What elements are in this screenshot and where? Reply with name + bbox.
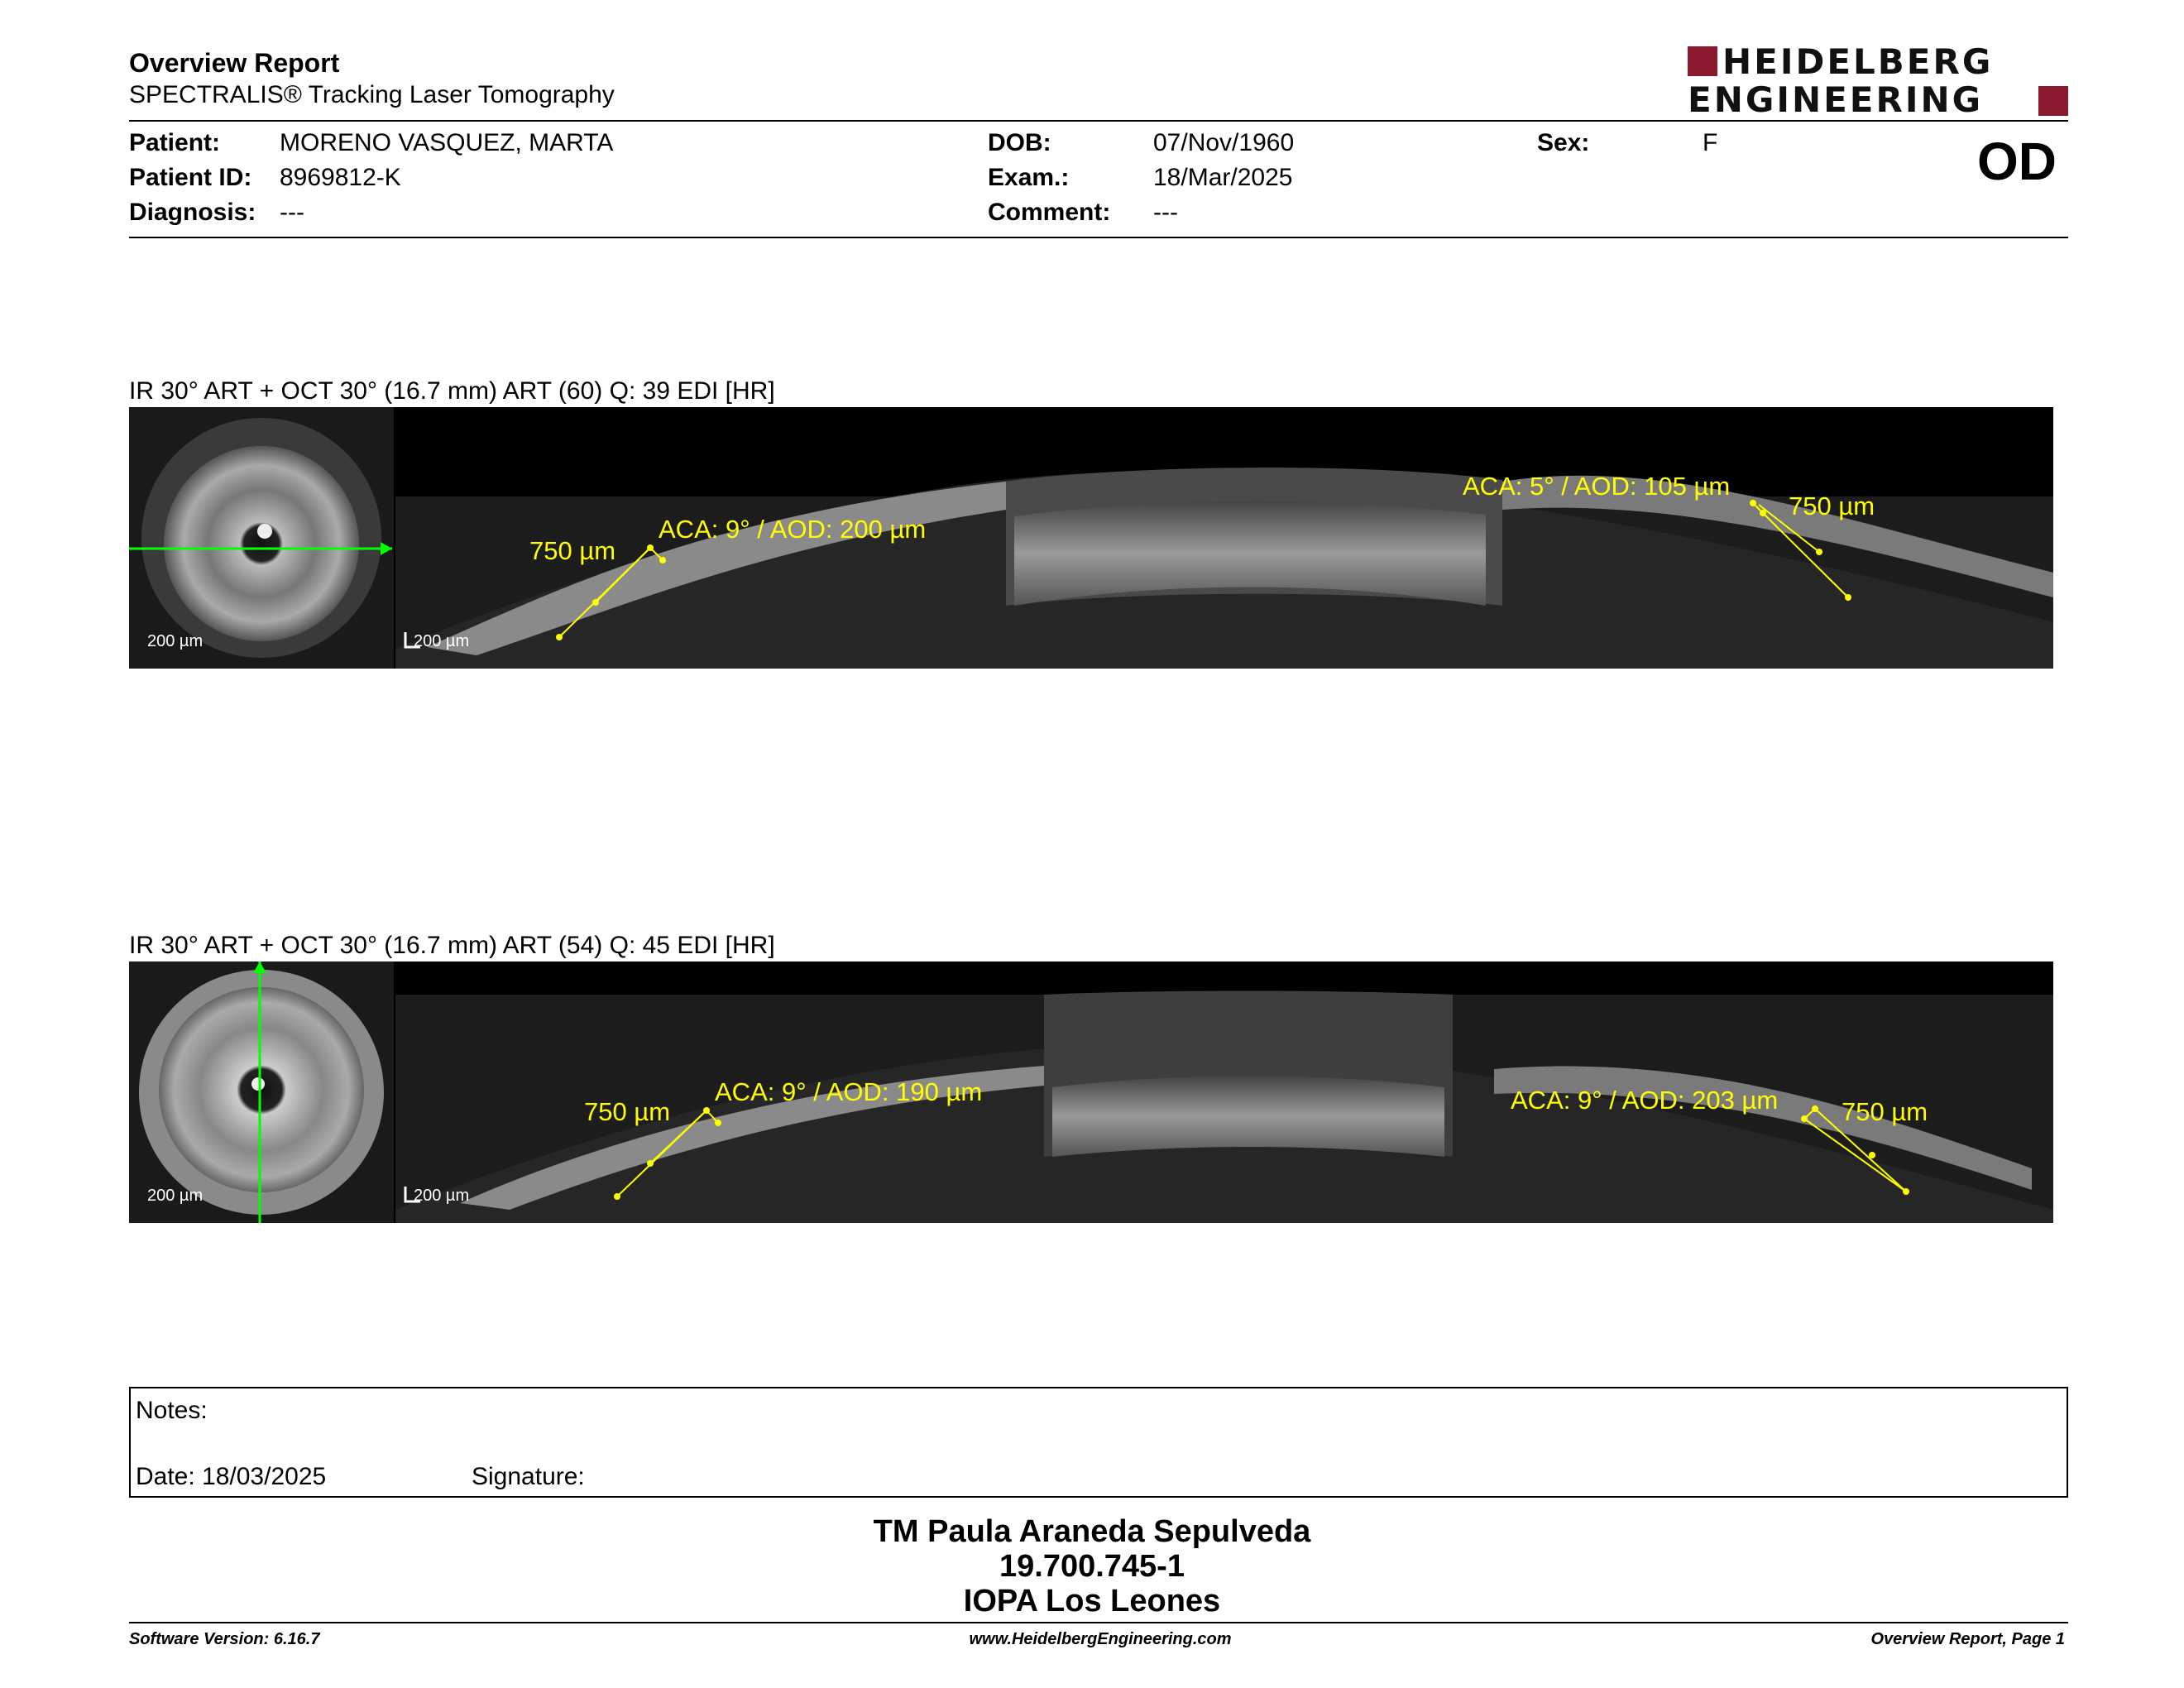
right-angle-label: ACA: 5° / AOD: 105 µm [1463, 472, 1731, 501]
exam-value: 18/Mar/2025 [1153, 164, 1293, 191]
heidelberg-logo [1688, 43, 2068, 119]
patient-id: 8969812-K [280, 164, 401, 191]
iris-icon [164, 446, 359, 641]
signer-name: TM Paula Araneda Sepulveda [873, 1514, 1311, 1549]
patient-label: Patient: [129, 129, 221, 156]
right-angle-label: ACA: 9° / AOD: 203 µm [1511, 1086, 1779, 1115]
scan-2-title: IR 30° ART + OCT 30° (16.7 mm) ART (54) Q: 45 EDI [HR] [129, 932, 775, 959]
footer-divider [129, 1622, 2068, 1623]
scan-1-panel [129, 407, 2053, 669]
right-length-label: 750 µm [1842, 1097, 1928, 1126]
dob-label: DOB: [988, 129, 1051, 156]
oct-scale: 200 µm [414, 632, 470, 650]
logo-line-2: ENGINEERING [1688, 79, 1984, 120]
scan-1-image [129, 407, 2053, 669]
eye-indicator: OD [1977, 132, 2057, 191]
comment-label: Comment: [988, 199, 1111, 226]
signer-institution: IOPA Los Leones [963, 1584, 1221, 1618]
iris-icon [159, 987, 364, 1192]
scan-2-panel [129, 961, 2053, 1223]
right-length-label: 750 µm [1789, 492, 1875, 520]
comment-value: --- [1153, 199, 1178, 226]
scan-1-title: IR 30° ART + OCT 30° (16.7 mm) ART (60) Q: 39 EDI [HR] [129, 377, 775, 405]
exam-label: Exam.: [988, 164, 1070, 191]
date-label: Date: 18/03/2025 [136, 1463, 327, 1490]
corneal-reflex [251, 1077, 265, 1091]
left-angle-label: ACA: 9° / AOD: 190 µm [715, 1077, 983, 1106]
notes-box[interactable] [129, 1387, 2068, 1498]
software-version: Software Version: 6.16.7 [129, 1630, 320, 1648]
diagnosis-value: --- [280, 199, 304, 226]
patient-divider [129, 237, 2068, 238]
sex-value: F [1703, 129, 1718, 156]
report-title: Overview Report [129, 48, 340, 78]
left-length-label: 750 µm [529, 536, 616, 565]
report-subtitle: SPECTRALIS® Tracking Laser Tomography [129, 81, 615, 108]
logo-square-icon [1688, 46, 1717, 76]
signer-rut: 19.700.745-1 [999, 1549, 1185, 1584]
oct-scale: 200 µm [414, 1187, 470, 1205]
diagnosis-label: Diagnosis: [129, 199, 256, 226]
signature-label: Signature: [472, 1463, 585, 1490]
header-divider [129, 120, 2068, 122]
logo-square-icon [2038, 86, 2068, 116]
notes-label: Notes: [136, 1397, 208, 1424]
fundus-scale: 200 µm [147, 1187, 204, 1205]
left-length-label: 750 µm [584, 1097, 671, 1126]
logo-line-1: HEIDELBERG [1722, 41, 1994, 82]
left-angle-label: ACA: 9° / AOD: 200 µm [659, 515, 927, 544]
patient-name: MORENO VASQUEZ, MARTA [280, 129, 614, 156]
page-number: Overview Report, Page 1 [1870, 1630, 2065, 1648]
cornea-layer [1052, 1077, 1444, 1158]
sex-label: Sex: [1537, 129, 1590, 156]
dob-value: 07/Nov/1960 [1153, 129, 1295, 156]
corneal-reflex [257, 524, 272, 539]
fundus-scale: 200 µm [147, 632, 204, 650]
patient-id-label: Patient ID: [129, 164, 252, 191]
website-link[interactable]: www.HeidelbergEngineering.com [969, 1630, 1232, 1648]
